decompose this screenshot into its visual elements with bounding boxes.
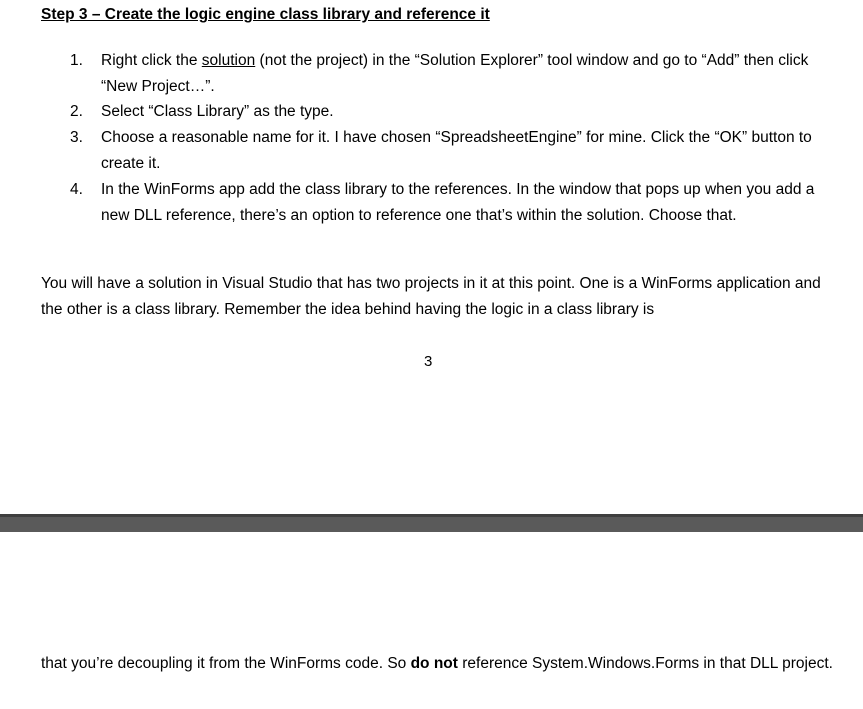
list-number: 4. [70, 181, 83, 198]
bold-text: do not [410, 655, 458, 672]
page-break-edge [0, 514, 863, 517]
paragraph-text-part: that you’re decoupling it from the WinForms code. So [41, 655, 411, 672]
list-number: 3. [70, 129, 83, 146]
body-paragraph: You will have a solution in Visual Studio that has two projects in it at this point. One is a WinForms application and the other is a class library. Remember the idea behind having the logic in a class library is [41, 275, 821, 318]
underlined-word: solution [201, 52, 256, 69]
list-text-part: Right click the [101, 52, 202, 69]
list-item [70, 177, 830, 228]
list-text [101, 48, 830, 99]
page-number: 3 [424, 353, 433, 370]
list-text-part: (not the project) in the “Solution Explorer” tool window and go to “Add” then click “New Project…”. [101, 52, 809, 95]
list-number: 1. [70, 52, 83, 69]
list-item [70, 48, 830, 99]
list-item [70, 125, 830, 176]
list-number: 2. [70, 103, 83, 120]
list-text: Choose a reasonable name for it. I have chosen “SpreadsheetEngine” for mine. Click the “OK” button to create it. [101, 129, 812, 172]
list-text: Select “Class Library” as the type. [101, 103, 334, 120]
list-text: In the WinForms app add the class library to the references. In the window that pops up when you add a new DLL reference, there’s an option to reference one that’s within the solution. Choose that. [101, 181, 815, 224]
body-paragraph [41, 651, 841, 677]
step-heading: Step 3 – Create the logic engine class library and reference it [41, 6, 490, 23]
list-item [70, 99, 830, 125]
paragraph-text-part: reference System.Windows.Forms in that DLL project. [457, 655, 833, 672]
